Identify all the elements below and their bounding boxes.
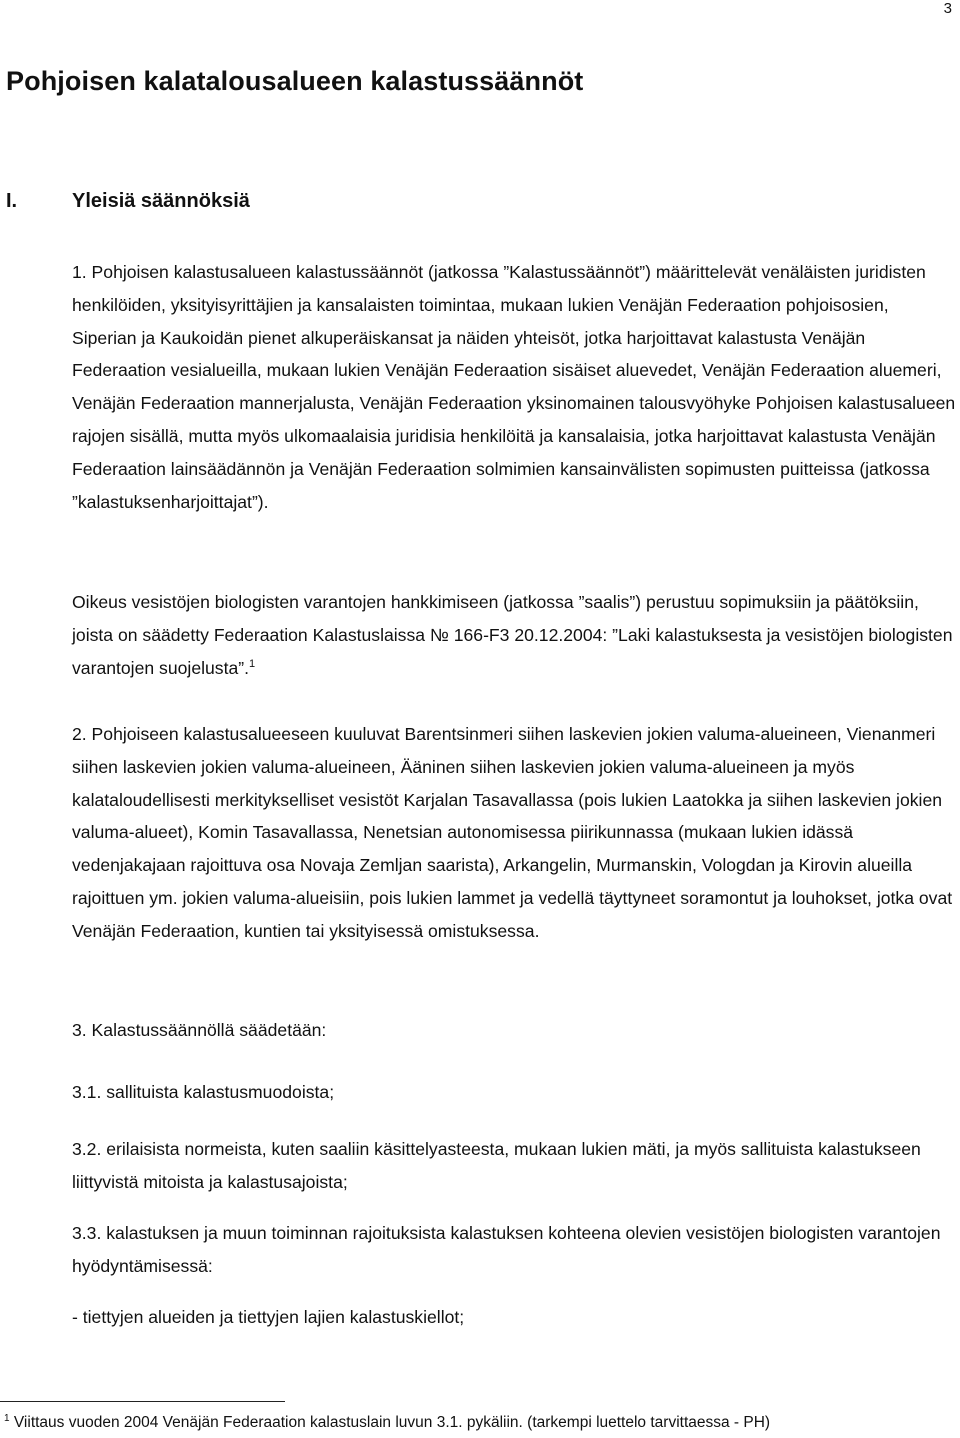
- paragraph-rights: [72, 586, 956, 684]
- paragraph-3-1: 3.1. sallituista kalastusmuodoista;: [72, 1082, 335, 1102]
- page-number: 3: [943, 0, 952, 17]
- footnote-divider: [0, 1401, 285, 1402]
- footnote-mark: 1: [4, 1412, 10, 1424]
- list-item-bans: - tiettyjen alueiden ja tiettyjen lajien kalastuskiellot;: [72, 1307, 465, 1327]
- section-title: Yleisiä säännöksiä: [72, 190, 250, 212]
- paragraph-2: 2. Pohjoiseen kalastusalueeseen kuuluvat Barentsinmeri siihen laskevien jokien valuma-alueineen, Vienanmeri siihen laskevien jokien valuma-alueineen, Ääninen siihen laskevien jokien valuma-alueineen ja myös kalataloudellisesti merkitykselliset vesistöt Karjalan Tasavallassa (pois lukien Laatokka ja siihen laskevien jokien valuma-alueet), Komin Tasavallassa, Nenetsian autonomisessa piirikunnassa (mukaan lukien idässä vedenjakajaan rajoittuva osa Novaja Zemljan saarista), Arkangelin, Murmanskin, Vologdan ja Kirovin alueilla rajoittuen ym. jokien valuma-alueisiin, pois lukien lammet ja vedellä täyttyneet soramontut ja louhokset, jotka ovat Venäjän Federaation, kuntien tai yksityisessä omistuksessa.: [72, 724, 953, 941]
- footnote-reference: 1: [249, 657, 256, 670]
- paragraph-3-3: 3.3. kalastuksen ja muun toiminnan rajoituksista kalastuksen kohteena olevien vesistöjen biologisten varantojen hyödyntämisessä:: [72, 1223, 941, 1276]
- section-numeral: I.: [6, 190, 18, 212]
- footnote-text: Viittaus vuoden 2004 Venäjän Federaation kalastuslain luvun 3.1. pykäliin. (tarkempi luettelo tarvittaessa - PH): [13, 1414, 771, 1431]
- document-title: Pohjoisen kalatalousalueen kalastussäännöt: [6, 66, 584, 96]
- paragraph-3-2: 3.2. erilaisista normeista, kuten saaliin käsittelyasteesta, mukaan lukien mäti, ja myös sallituista kalastukseen liittyvistä mitoista ja kalastusajoista;: [72, 1139, 921, 1192]
- paragraph-1: 1. Pohjoisen kalastusalueen kalastussäännöt (jatkossa ”Kalastussäännöt”) määrittelevät venäläisten juridisten henkilöiden, yksityisyrittäjien ja kansalaisten toimintaa, mukaan lukien Venäjän Federaation pohjoisosien, Siperian ja Kaukoidän pienet alkuperäiskansat ja näiden yhteisöt, jotka harjoittavat kalastusta Venäjän Federaation vesialueilla, mukaan lukien Venäjän Federaation sisäiset aluevedet, Venäjän Federaation aluemeri, Venäjän Federaation mannerjalusta, Venäjän Federaation yksinomainen talousvyöhyke Pohjoisen kalastusalueen rajojen sisällä, mutta myös ulkomaalaisia juridisia henkilöitä ja kansalaisia, jotka harjoittavat kalastusta Venäjän Federaation lainsäädännön ja Venäjän Federaation solmimien kansainvälisten sopimusten puitteissa (jatkossa ”kalastuksenharjoittajat”).: [72, 262, 956, 512]
- footnote: [4, 1413, 770, 1433]
- paragraph-rights-text: Oikeus vesistöjen biologisten varantojen hankkimiseen (jatkossa ”saalis”) perustuu sopimuksiin ja päätöksiin, joista on säädetty Federaation Kalastuslaissa № 166-F3 20.12.2004: ”Laki kalastuksesta ja vesistöjen biologisten varantojen suojelusta”.: [72, 592, 953, 678]
- paragraph-3: 3. Kalastussäännöllä säädetään:: [72, 1020, 327, 1040]
- section-heading: [6, 190, 250, 213]
